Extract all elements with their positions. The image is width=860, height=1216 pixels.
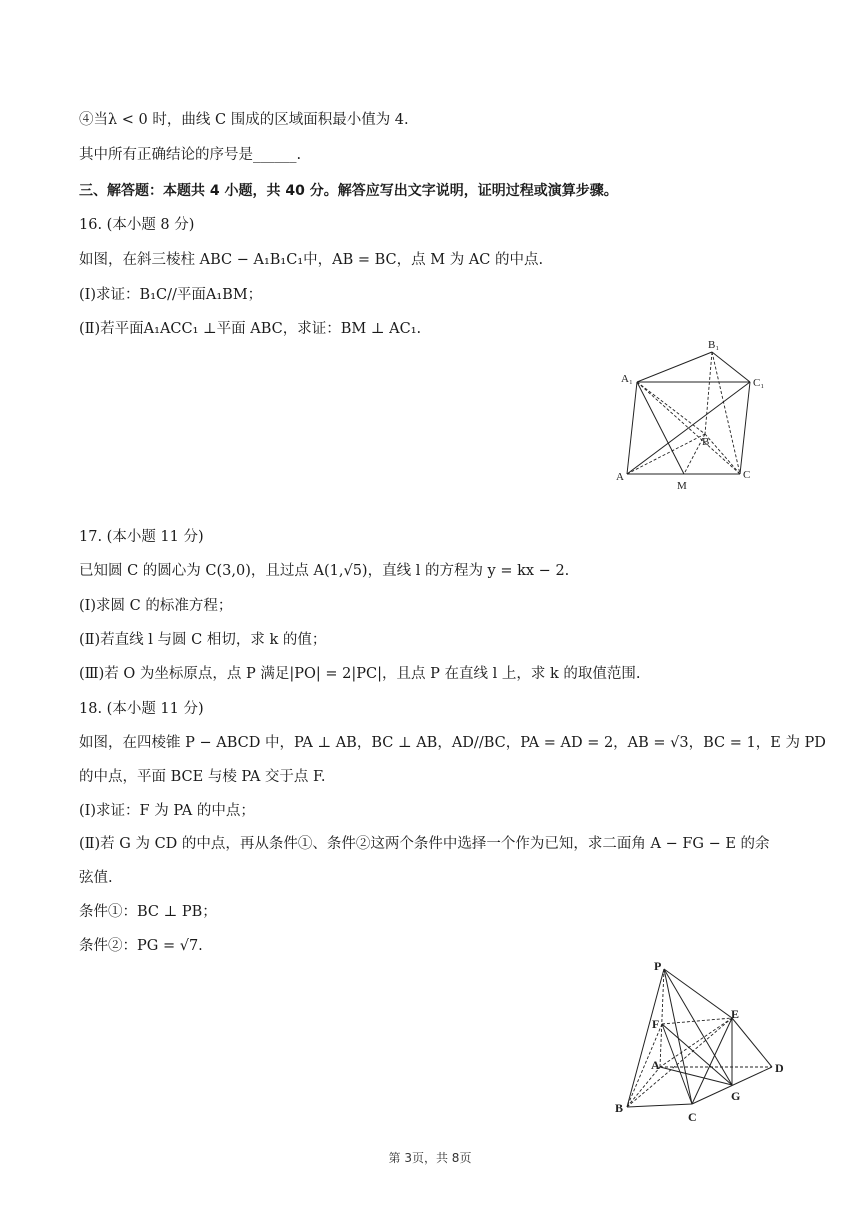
edge-b1-b <box>705 352 712 434</box>
problem-18-header: 18. (本小题 11 分) <box>79 701 204 717</box>
segment-p-g <box>664 969 732 1085</box>
problem-17-part-3: (Ⅲ)若 O 为坐标原点，点 P 满足|PO| = 2|PC|，且点 P 在直线 l 上，求 k 的取值范围. <box>79 666 641 682</box>
edge-a-b <box>627 434 705 474</box>
edge-p-b <box>627 969 664 1107</box>
label-a1: A₁ <box>621 373 633 385</box>
label-f: F <box>652 1017 660 1031</box>
segment-e-c <box>692 1018 732 1104</box>
edge-a1-b1 <box>637 352 712 382</box>
problem-16-part-1: (Ⅰ)求证：B₁C//平面A₁BM； <box>79 287 263 303</box>
statement-4: ④当λ < 0 时，曲线 C 围成的区域面积最小值为 4. <box>79 112 409 128</box>
segment-f-c <box>662 1024 692 1104</box>
prism-figure <box>612 336 782 494</box>
edge-e-d <box>732 1018 772 1067</box>
segment-e-a <box>660 1018 732 1067</box>
label-b: B <box>615 1101 624 1115</box>
label-a: A <box>651 1058 660 1072</box>
edge-b-c <box>705 434 740 474</box>
problem-16-stem: 如图，在斜三棱柱 ABC − A₁B₁C₁中，AB = BC，点 M 为 AC 的中点. <box>79 252 544 268</box>
fill-blank-question: 其中所有正确结论的序号是______. <box>79 147 302 163</box>
section-heading: 三、解答题：本题共 4 小题，共 40 分。解答应写出文字说明，证明过程或演算步骤。 <box>79 183 618 199</box>
segment-a1-m <box>637 382 684 474</box>
problem-18-stem-2: 的中点，平面 BCE 与棱 PA 交于点 F. <box>79 769 326 785</box>
condition-2: 条件②：PG = √7. <box>79 938 203 954</box>
problem-17-stem: 已知圆 C 的圆心为 C(3,0)，且过点 A(1,√5)，直线 l 的方程为 y = kx − 2. <box>79 563 570 579</box>
edge-p-e <box>664 969 732 1018</box>
problem-16-header: 16. (本小题 8 分) <box>79 217 195 233</box>
problem-18-stem-1: 如图，在四棱锥 P − ABCD 中，PA ⊥ AB，BC ⊥ AB，AD//BC，PA = AD = 2，AB = √3，BC = 1，E 为 PD <box>79 735 826 751</box>
edge-b-c <box>627 1104 692 1107</box>
label-e: E <box>731 1007 740 1021</box>
segment-f-e <box>662 1018 732 1024</box>
label-m: M <box>677 480 687 492</box>
label-a: A <box>616 471 624 483</box>
problem-17-part-1: (Ⅰ)求圆 C 的标准方程； <box>79 598 233 614</box>
pyramid-figure <box>610 952 795 1130</box>
page-footer: 第 3页，共 8页 <box>388 1151 472 1165</box>
problem-17-part-2: (Ⅱ)若直线 l 与圆 C 相切，求 k 的值； <box>79 632 327 648</box>
edge-p-c <box>664 969 692 1104</box>
segment-b-e <box>627 1018 732 1107</box>
label-b1: B₁ <box>708 339 720 351</box>
problem-17-header: 17. (本小题 11 分) <box>79 529 204 545</box>
problem-16-part-2: (Ⅱ)若平面A₁ACC₁ ⊥平面 ABC，求证：BM ⊥ AC₁. <box>79 321 422 337</box>
label-c: C <box>688 1110 697 1124</box>
label-c1: C₁ <box>753 377 765 389</box>
label-c: C <box>743 469 751 481</box>
label-g: G <box>731 1089 741 1103</box>
edge-c1-c <box>740 382 750 474</box>
condition-1: 条件①：BC ⊥ PB； <box>79 904 217 920</box>
problem-18-part-2: (Ⅱ)若 G 为 CD 的中点，再从条件①、条件②这两个条件中选择一个作为已知，求二面角 A − FG − E 的余 <box>79 836 770 852</box>
edge-p-a <box>660 969 664 1067</box>
segment-a-c1 <box>627 382 750 474</box>
problem-18-part-1: (Ⅰ)求证：F 为 PA 的中点； <box>79 803 255 819</box>
segment-a1-b <box>637 382 705 434</box>
label-b: B <box>702 436 710 448</box>
label-d: D <box>775 1061 784 1075</box>
problem-18-part-2-cont: 弦值. <box>79 870 113 886</box>
label-p: P <box>654 959 662 973</box>
edge-a1-a <box>627 382 637 474</box>
